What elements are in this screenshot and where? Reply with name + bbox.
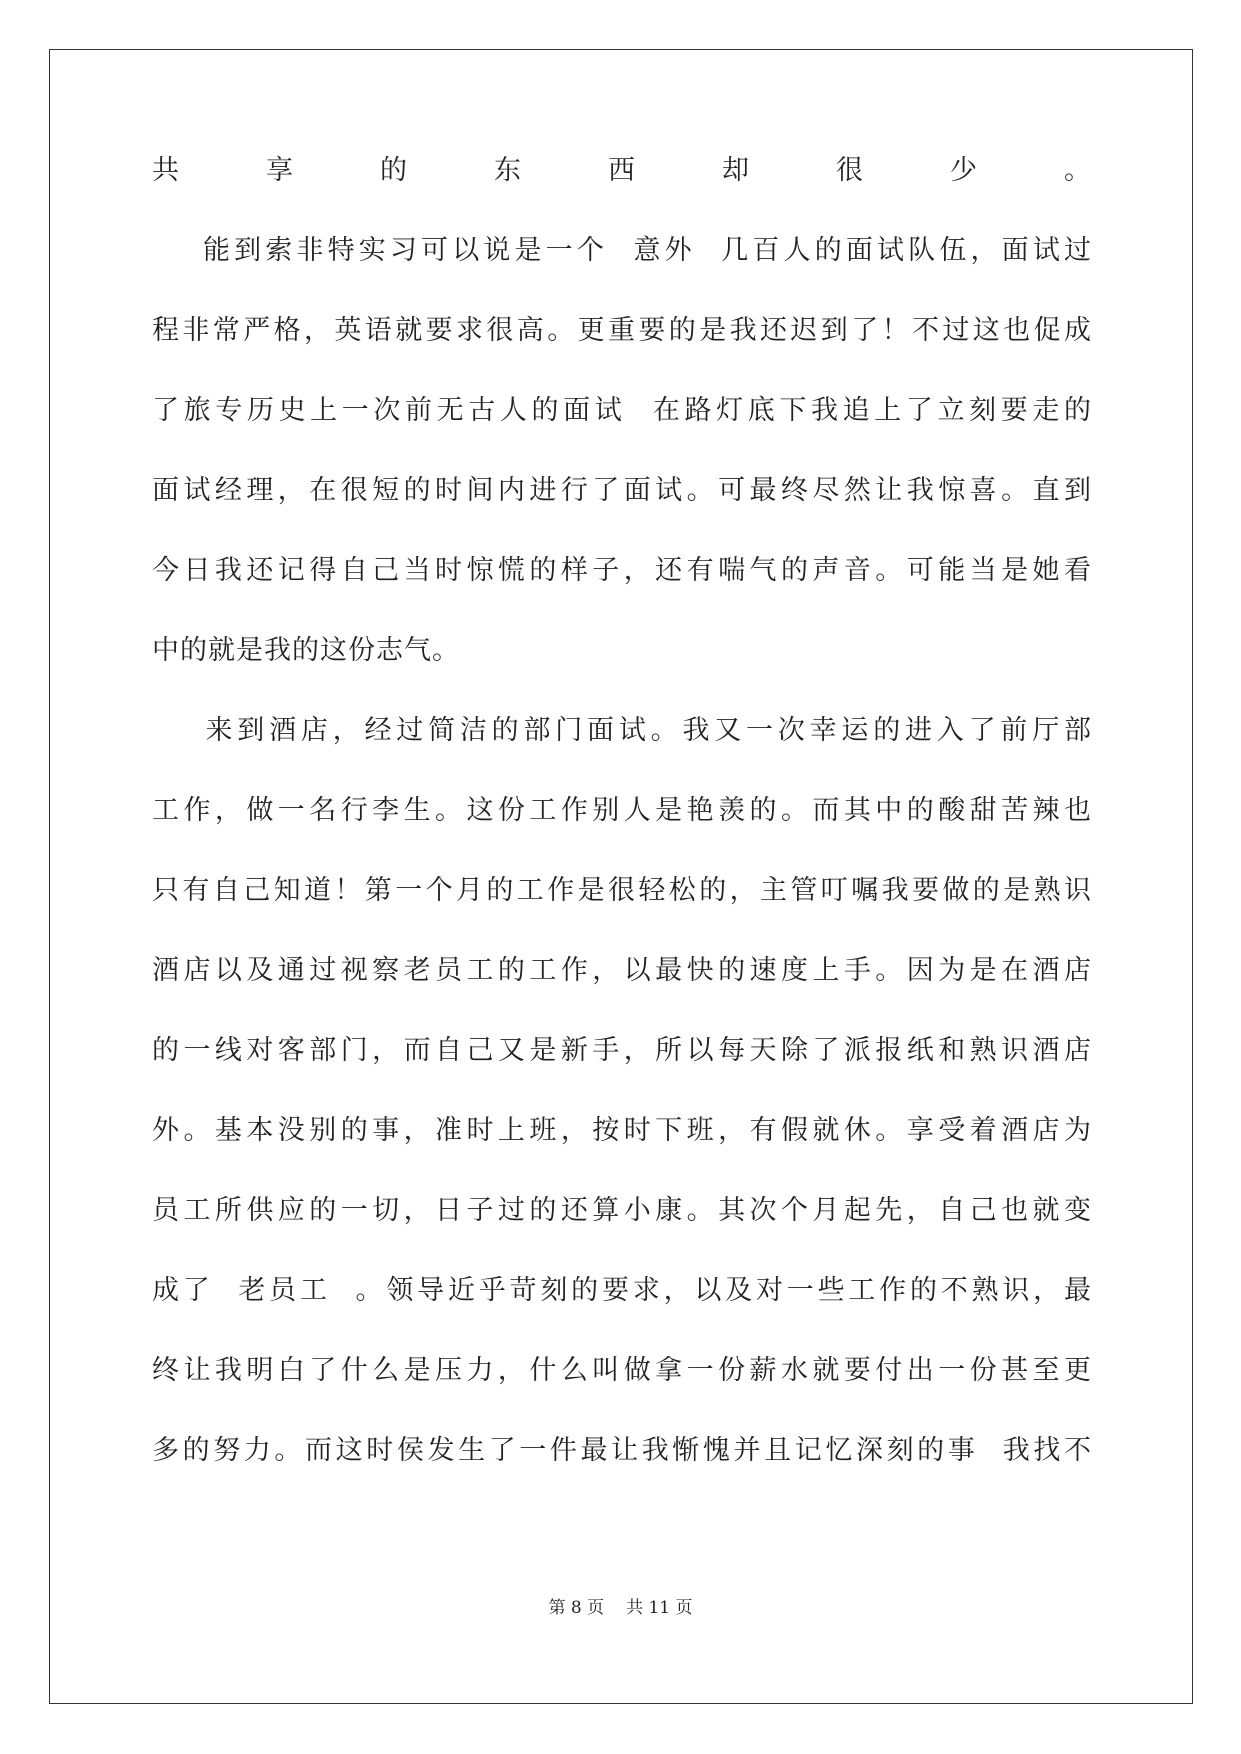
text-line: 成了 老员工 。领导近乎苛刻的要求，以及对一些工作的不熟识，最 [152,1275,1092,1306]
text-line: 能到索非特实习可以说是一个 意外 几百人的面试队伍，面试过 [152,235,1092,266]
page-number: 第 8 页 [548,1598,605,1618]
text-line: 只有自己知道！第一个月的工作是很轻松的，主管叮嘱我要做的是熟识 [152,875,1092,906]
text-line: 员工所供应的一切，日子过的还算小康。其次个月起先，自己也就变 [152,1195,1092,1226]
page-total: 共 11 页 [626,1598,693,1618]
text-line: 终让我明白了什么是压力，什么叫做拿一份薪水就要付出一份甚至更 [152,1355,1092,1386]
text-line: 来到酒店，经过简洁的部门面试。我又一次幸运的进入了前厅部 [152,715,1092,746]
text-line: 酒店以及通过视察老员工的工作，以最快的速度上手。因为是在酒店 [152,955,1092,986]
text-line: 程非常严格，英语就要求很高。更重要的是我还迟到了！不过这也促成 [152,315,1092,346]
text-line: 面试经理，在很短的时间内进行了面试。可最终尽然让我惊喜。直到 [152,475,1092,506]
text-line: 的一线对客部门，而自己又是新手，所以每天除了派报纸和熟识酒店 [152,1035,1092,1066]
text-line: 共享的东西却很少。 [152,155,1092,186]
text-line: 工作，做一名行李生。这份工作别人是艳羡的。而其中的酸甜苦辣也 [152,795,1092,826]
text-line: 外。基本没别的事，准时上班，按时下班，有假就休。享受着酒店为 [152,1115,1092,1146]
text-line: 今日我还记得自己当时惊慌的样子，还有喘气的声音。可能当是她看 [152,555,1092,586]
text-line: 多的努力。而这时侯发生了一件最让我惭愧并且记忆深刻的事 我找不 [152,1435,1092,1466]
text-line: 了旅专历史上一次前无古人的面试 在路灯底下我追上了立刻要走的 [152,395,1092,426]
page-footer [0,1596,1241,1620]
text-line: 中的就是我的这份志气。 [152,635,460,666]
